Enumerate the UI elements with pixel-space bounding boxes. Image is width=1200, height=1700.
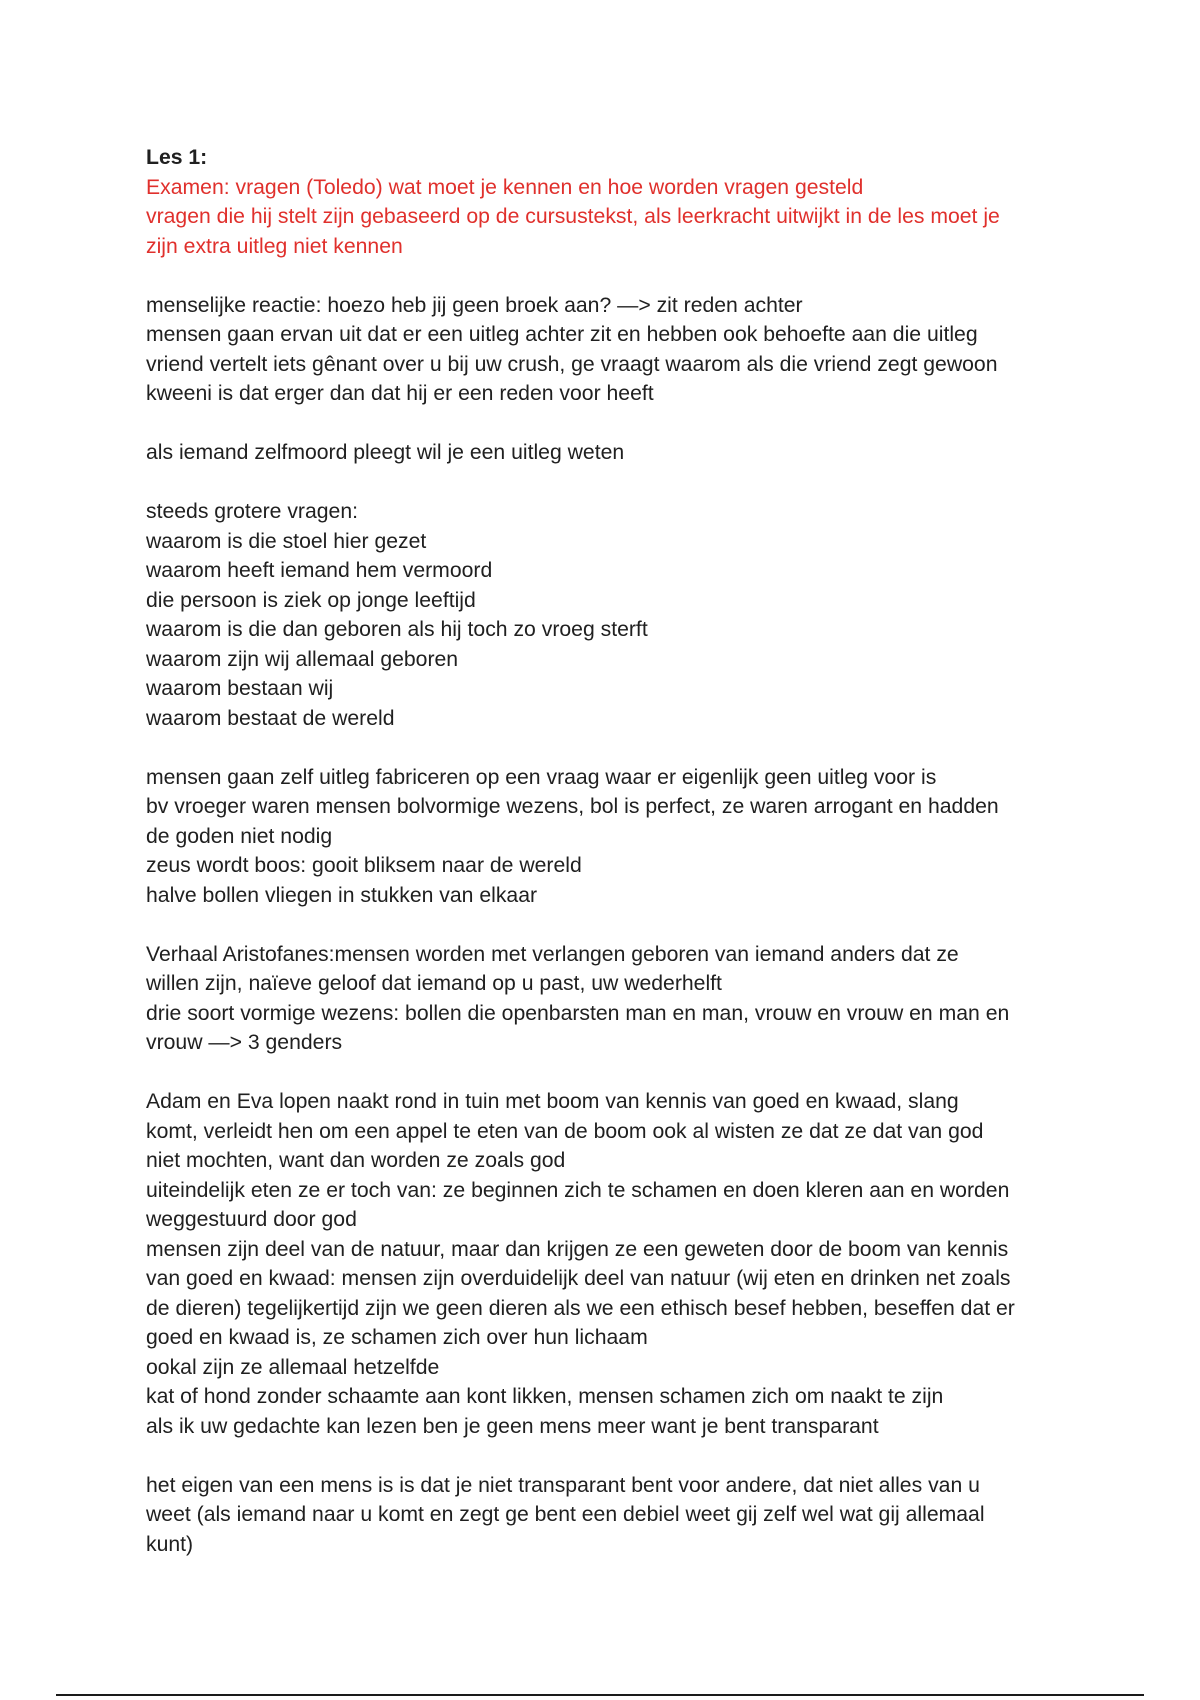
text-line: goed en kwaad is, ze schamen zich over hun lichaam [146, 1326, 648, 1349]
text-line: Verhaal Aristofanes:mensen worden met verlangen geboren van iemand anders dat ze [146, 942, 959, 966]
text-line: waarom bestaan wij [146, 677, 334, 700]
exam-note [146, 173, 1066, 262]
page-bottom-divider [56, 1694, 1144, 1696]
text-line: waarom is die stoel hier gezet [146, 529, 427, 553]
document-page [146, 143, 1066, 1559]
text-line: bv vroeger waren mensen bolvormige wezens, bol is perfect, ze waren arrogant en hadden [146, 795, 999, 818]
paragraph-suicide [146, 438, 1066, 468]
text-line: als iemand zelfmoord pleegt wil je een uitleg weten [146, 441, 625, 464]
text-line: menselijke reactie: hoezo heb jij geen broek aan? —> zit reden achter [146, 293, 803, 317]
text-line: waarom bestaat de wereld [146, 706, 395, 730]
text-line: waarom is die dan geboren als hij toch zo vroeg sterft [146, 618, 648, 641]
text-line: het eigen van een mens is is dat je niet transparant bent voor andere, dat niet alles van u [146, 1473, 980, 1497]
text-line: waarom zijn wij allemaal geboren [146, 647, 459, 671]
text-line: waarom heeft iemand hem vermoord [146, 559, 493, 582]
text-line: steeds grotere vragen: [146, 500, 358, 523]
text-line: van goed en kwaad: mensen zijn overduidelijk deel van natuur (wij eten en drinken net zoals [146, 1267, 1011, 1290]
text-line: niet mochten, want dan worden ze zoals god [146, 1149, 566, 1172]
text-line: mensen gaan ervan uit dat er een uitleg achter zit en hebben ook behoefte aan die uitleg [146, 323, 978, 346]
text-line: uiteindelijk eten ze er toch van: ze beginnen zich te schamen en doen kleren aan en worden [146, 1178, 1010, 1202]
text-line: weet (als iemand naar u komt en zegt ge bent een debiel weet gij zelf wel wat gij allemaal [146, 1503, 985, 1526]
text-line: de goden niet nodig [146, 824, 333, 848]
text-line: kweeni is dat erger dan dat hij er een reden voor heeft [146, 382, 654, 405]
exam-note-line: Examen: vragen (Toledo) wat moet je kennen en hoe worden vragen gesteld [146, 175, 864, 199]
text-line: als ik uw gedachte kan lezen ben je geen mens meer want je bent transparant [146, 1414, 879, 1438]
text-line: vrouw —> 3 genders [146, 1031, 343, 1054]
paragraph-explanation-need [146, 291, 1066, 409]
text-line: drie soort vormige wezens: bollen die openbarsten man en man, vrouw en vrouw en man en [146, 1001, 1010, 1025]
text-line: weggestuurd door god [146, 1208, 357, 1231]
text-line: ookal zijn ze allemaal hetzelfde [146, 1355, 440, 1379]
lesson-title: Les 1: [146, 146, 208, 169]
text-line: vriend vertelt iets gênant over u bij uw crush, ge vraagt waarom als die vriend zegt gewoon [146, 352, 998, 376]
paragraph-transparency [146, 1471, 1066, 1560]
paragraph-bigger-questions [146, 497, 1066, 733]
text-line: mensen gaan zelf uitleg fabriceren op een vraag waar er eigenlijk geen uitleg voor is [146, 765, 937, 789]
text-line: kat of hond zonder schaamte aan kont likken, mensen schamen zich om naakt te zijn [146, 1385, 944, 1408]
exam-note-line: vragen die hij stelt zijn gebaseerd op de cursustekst, als leerkracht uitwijkt in de les moet je [146, 205, 1000, 228]
text-line: de dieren) tegelijkertijd zijn we geen dieren als we een ethisch besef hebben, beseffen dat er [146, 1296, 1015, 1320]
text-line: die persoon is ziek op jonge leeftijd [146, 588, 476, 612]
text-line: komt, verleidt hen om een appel te eten van de boom ook al wisten ze dat ze dat van god [146, 1119, 984, 1143]
exam-note-line: zijn extra uitleg niet kennen [146, 234, 403, 258]
text-line: mensen zijn deel van de natuur, maar dan krijgen ze een geweten door de boom van kennis [146, 1237, 1009, 1261]
text-line: Adam en Eva lopen naakt rond in tuin met boom van kennis van goed en kwaad, slang [146, 1090, 959, 1113]
text-line: halve bollen vliegen in stukken van elkaar [146, 883, 538, 907]
paragraph-adam-en-eva [146, 1087, 1066, 1441]
text-line: zeus wordt boos: gooit bliksem naar de wereld [146, 854, 582, 877]
paragraph-fabricated-explanations [146, 763, 1066, 911]
paragraph-aristofanes [146, 940, 1066, 1058]
text-line: kunt) [146, 1532, 194, 1556]
text-line: willen zijn, naïeve geloof dat iemand op u past, uw wederhelft [146, 972, 722, 995]
